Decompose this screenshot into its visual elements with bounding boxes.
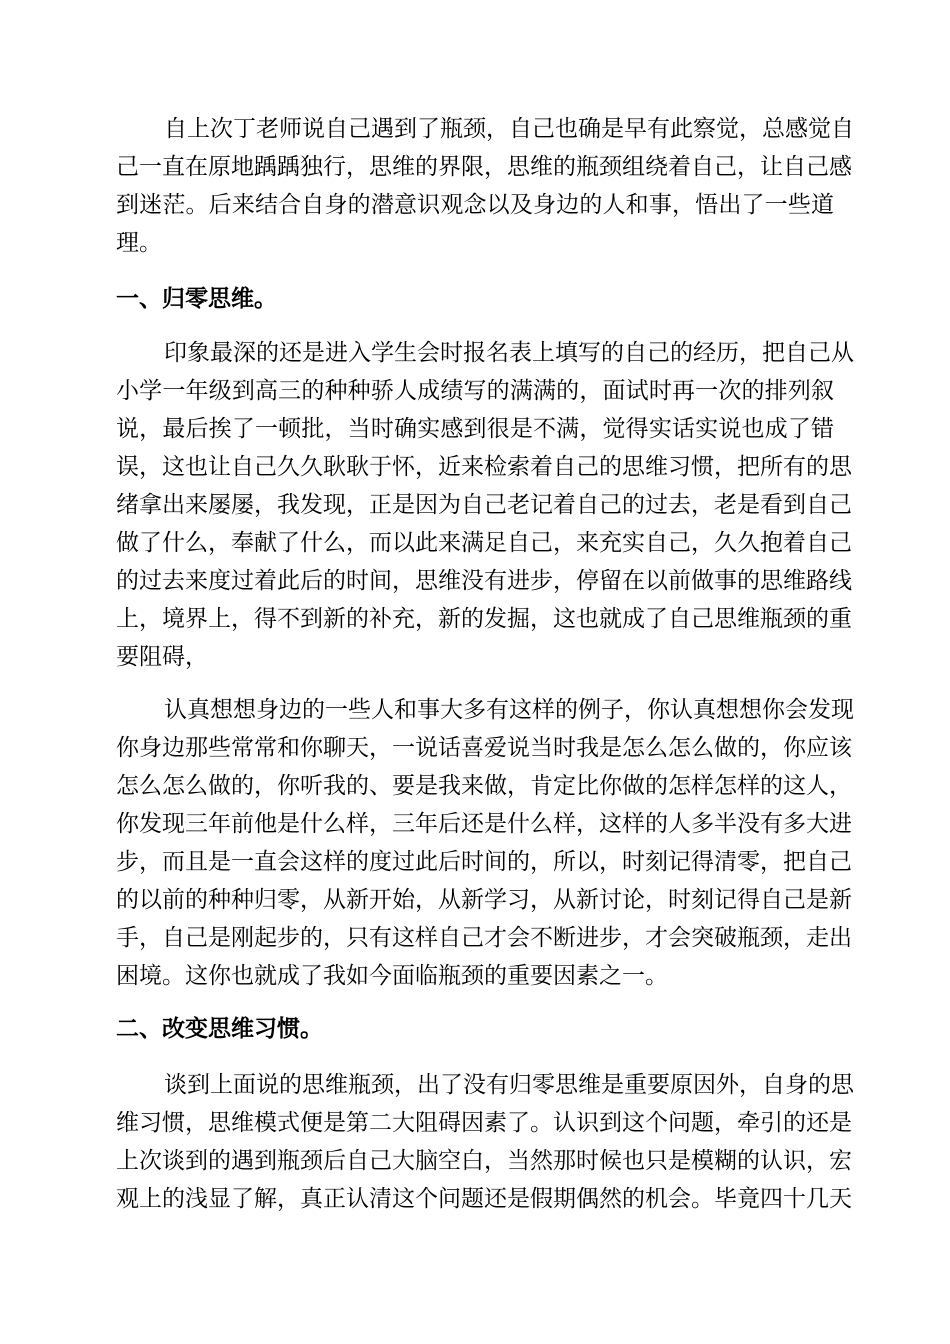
text-line: 的以前的种种归零，从新开始，从新学习，从新讨论，时刻记得自己是新 [116,887,852,913]
section-heading-2: 二、改变思维习惯。 [116,1015,323,1042]
text-line: 怎么怎么做的，你听我的、要是我来做，肯定比你做的怎样怎样的这人， [116,773,852,799]
text-line: 谈到上面说的思维瓶颈，出了没有归零思维是重要原因外，自身的思 [164,1072,854,1098]
section-heading-1: 一、归零思维。 [116,285,277,312]
text-line: 做了什么，奉献了什么，而以此来满足自己，来充实自己，久久抱着自己 [116,530,852,556]
text-line: 你发现三年前他是什么样，三年后还是什么样，这样的人多半没有多大进 [116,811,852,837]
paragraph-zero-thinking [116,334,854,676]
text-line: 困境。这你也就成了我如今面临瓶颈的重要因素之一。 [116,963,668,989]
text-line: 绪拿出来屡屡，我发现，正是因为自己老记着自己的过去，老是看到自己 [116,492,852,518]
paragraph-intro [116,110,854,262]
text-line: 上，境界上，得不到新的补充，新的发掘，这也就成了自己思维瓶颈的重 [116,606,852,632]
paragraph-thinking-habits [116,1066,854,1218]
text-line: 印象最深的还是进入学生会时报名表上填写的自己的经历，把自己从 [164,340,854,366]
text-line: 上次谈到的遇到瓶颈后自己大脑空白，当然那时候也只是模糊的认识，宏 [116,1148,852,1174]
text-line: 认真想想身边的一些人和事大多有这样的例子，你认真想想你会发现 [164,697,854,723]
text-line: 步，而且是一直会这样的度过此后时间的，所以，时刻记得清零，把自己 [116,849,852,875]
text-line: 手，自己是刚起步的，只有这样自己才会不断进步，才会突破瓶颈，走出 [116,925,852,951]
text-line: 观上的浅显了解，真正认清这个问题还是假期偶然的机会。毕竟四十几天 [116,1186,852,1212]
text-line: 维习惯，思维模式便是第二大阻碍因素了。认识到这个问题，牵引的还是 [116,1110,852,1136]
text-line: 小学一年级到高三的种种骄人成绩写的满满的，面试时再一次的排列叙 [116,378,834,404]
text-line: 到迷茫。后来结合自身的潜意识观念以及身边的人和事，悟出了一些道 [116,192,834,218]
text-line: 自上次丁老师说自己遇到了瓶颈，自己也确是早有此察觉，总感觉自 [164,116,854,142]
text-line: 要阻碍， [116,644,208,670]
text-line: 你身边那些常常和你聊天，一说话喜爱说当时我是怎么怎么做的，你应该 [116,735,852,761]
text-line: 的过去来度过着此后的时间，思维没有进步，停留在以前做事的思维路线 [116,568,852,594]
paragraph-examples [116,691,854,995]
text-line: 理。 [116,230,162,256]
text-line: 说，最后挨了一顿批，当时确实感到很是不满，觉得实话实说也成了错 [116,416,834,442]
text-line: 误，这也让自己久久耿耿于怀，近来检索着自己的思维习惯，把所有的思 [116,454,852,480]
text-line: 己一直在原地踽踽独行，思维的界限，思维的瓶颈组绕着自己，让自己感 [116,154,852,180]
